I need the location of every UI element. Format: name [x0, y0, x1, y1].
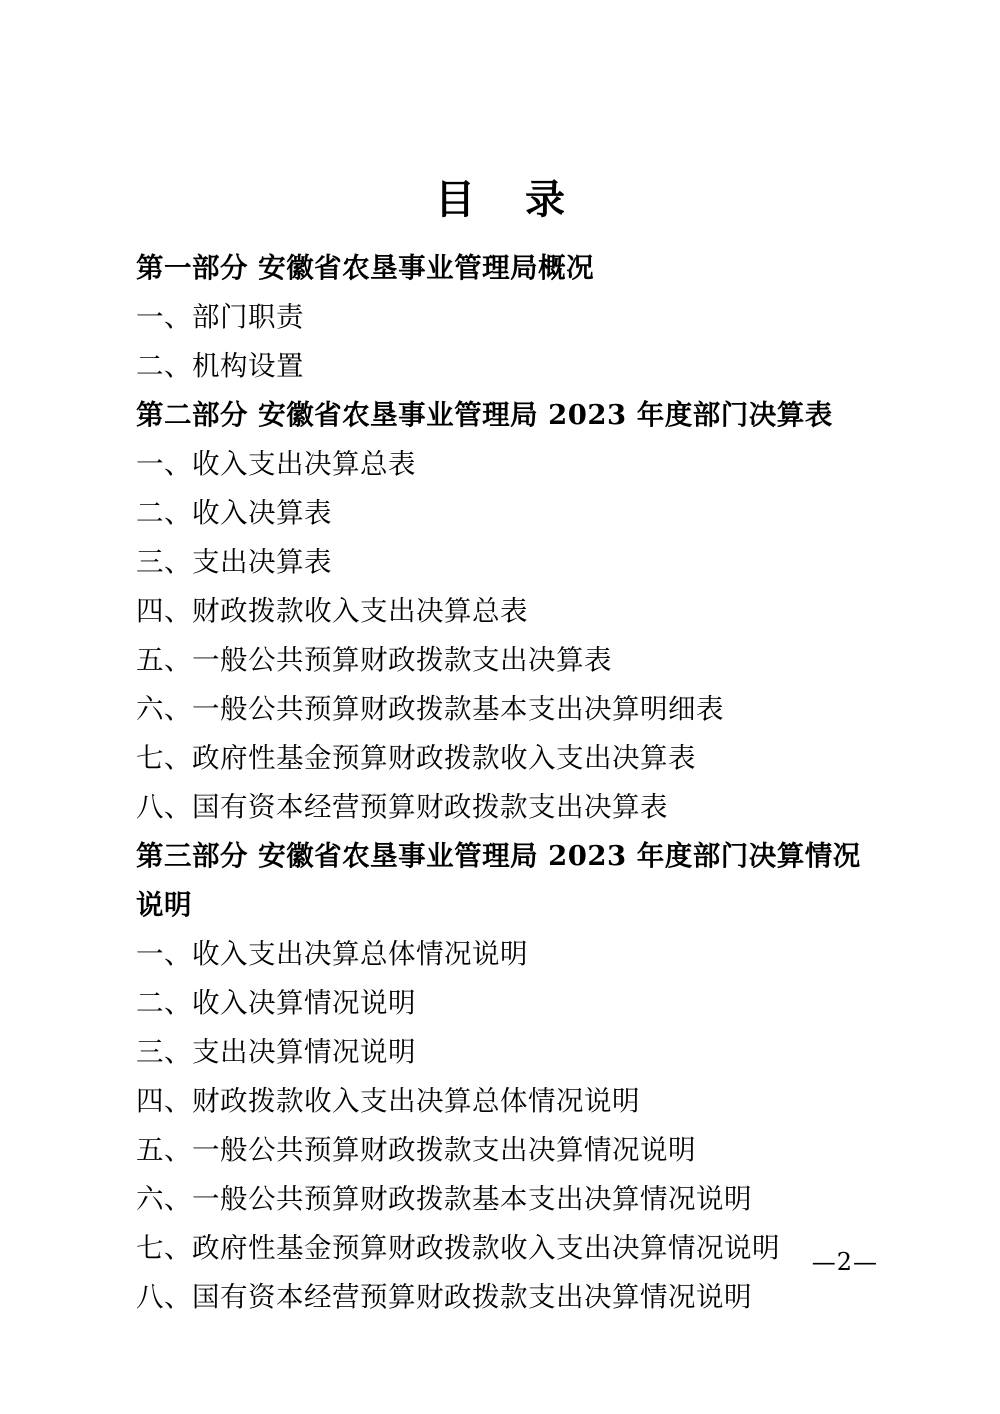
toc-entry[interactable]: 第二部分 安徽省农垦事业管理局 2023 年度部门决算表: [136, 399, 833, 431]
toc-entry[interactable]: 三、支出决算表: [136, 546, 332, 578]
toc-entry[interactable]: 二、机构设置: [136, 350, 304, 382]
table-of-contents: [0, 244, 1000, 1322]
page-title: 目 录: [435, 176, 583, 223]
toc-entry[interactable]: 四、财政拨款收入支出决算总表: [136, 595, 528, 627]
toc-entry[interactable]: 六、一般公共预算财政拨款基本支出决算明细表: [136, 693, 724, 725]
toc-entry[interactable]: 一、部门职责: [136, 301, 304, 333]
toc-entry[interactable]: 五、一般公共预算财政拨款支出决算情况说明: [136, 1134, 696, 1166]
toc-entry[interactable]: 二、收入决算情况说明: [136, 987, 416, 1019]
toc-entry[interactable]: 第一部分 安徽省农垦事业管理局概况: [136, 252, 595, 284]
toc-entry[interactable]: 八、国有资本经营预算财政拨款支出决算表: [136, 791, 668, 823]
page-number: —2—: [811, 1248, 878, 1276]
toc-entry[interactable]: 一、收入支出决算总体情况说明: [136, 938, 528, 970]
toc-entry[interactable]: 七、政府性基金预算财政拨款收入支出决算表: [136, 742, 696, 774]
toc-entry[interactable]: 八、国有资本经营预算财政拨款支出决算情况说明: [136, 1281, 752, 1313]
toc-entry[interactable]: 五、一般公共预算财政拨款支出决算表: [136, 644, 612, 676]
toc-entry[interactable]: 四、财政拨款收入支出决算总体情况说明: [136, 1085, 640, 1117]
toc-entry[interactable]: 二、收入决算表: [136, 497, 332, 529]
toc-entry[interactable]: 六、一般公共预算财政拨款基本支出决算情况说明: [136, 1183, 752, 1215]
toc-entry[interactable]: 七、政府性基金预算财政拨款收入支出决算情况说明: [136, 1232, 780, 1264]
toc-entry[interactable]: 一、收入支出决算总表: [136, 448, 416, 480]
toc-entry[interactable]: 三、支出决算情况说明: [136, 1036, 416, 1068]
toc-entry[interactable]: 第三部分 安徽省农垦事业管理局 2023 年度部门决算情况说明: [136, 840, 861, 921]
